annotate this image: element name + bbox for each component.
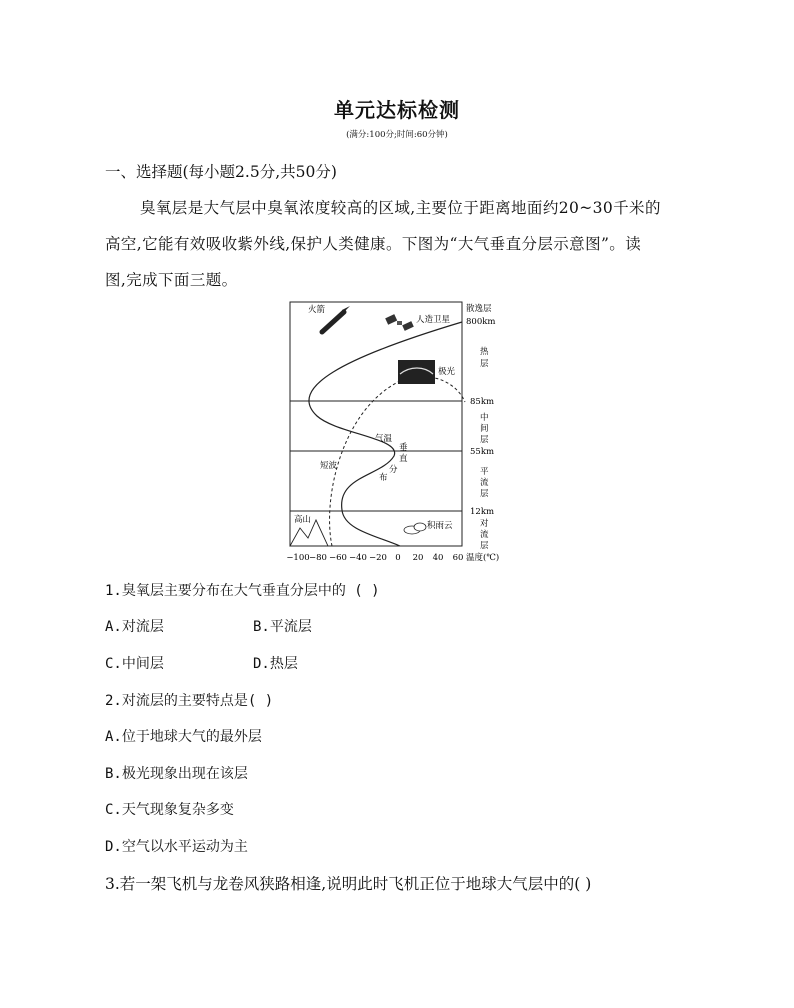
height-12km: 12km — [470, 507, 495, 517]
height-85km: 85km — [470, 397, 495, 407]
rocket-label: 火箭 — [308, 305, 326, 315]
satellite-label: 人造卫星 — [416, 315, 451, 325]
intro-line-2: 高空,它能有效吸收紫外线,保护人类健康。下图为“大气垂直分层示意图”。读 — [105, 235, 642, 253]
layer-stratosphere-3: 层 — [480, 489, 489, 499]
x-tick-label: −40 — [349, 553, 367, 563]
layer-troposphere-3: 层 — [480, 541, 489, 551]
shortwave-label: 短波 — [320, 461, 338, 471]
question-2-option-b[interactable]: B.极光现象出现在该层 — [105, 766, 248, 782]
satellite-icon — [385, 314, 414, 331]
layer-mesosphere-2: 间 — [480, 424, 489, 434]
x-tick-label: 0 — [395, 553, 401, 563]
question-1-option-b[interactable]: B.平流层 — [253, 619, 312, 635]
page-title: 单元达标检测 — [334, 98, 460, 122]
question-3-stem: 3.若一架飞机与龙卷风狭路相逢,说明此时飞机正位于地球大气层中的( ) — [105, 875, 592, 893]
question-2-option-d[interactable]: D.空气以水平运动为主 — [105, 839, 248, 855]
cumulonimbus-cloud-icon — [404, 523, 426, 534]
question-1-option-d[interactable]: D.热层 — [253, 656, 298, 672]
layer-exosphere: 散逸层 — [466, 304, 492, 314]
figure-frame — [290, 302, 462, 546]
question-1-stem: 1.臭氧层主要分布在大气垂直分层中的 ( ) — [105, 583, 380, 599]
atmosphere-layers-figure — [282, 298, 512, 566]
temp-label-5: 布 — [379, 473, 388, 483]
temp-label-4: 分 — [389, 465, 398, 475]
question-2-option-a[interactable]: A.位于地球大气的最外层 — [105, 729, 262, 745]
x-tick-label: −100 — [286, 553, 310, 563]
temp-label-1: 气温 — [375, 434, 393, 444]
question-1-option-a[interactable]: A.对流层 — [105, 619, 164, 635]
height-800km: 800km — [466, 317, 496, 327]
layer-troposphere-1: 对 — [480, 519, 489, 529]
section-heading: 一、选择题(每小题2.5分,共50分) — [105, 163, 337, 181]
aurora-label: 极光 — [438, 367, 456, 377]
question-2-option-c[interactable]: C.天气现象复杂多变 — [105, 802, 234, 818]
temp-label-2: 垂 — [399, 443, 408, 453]
rocket-icon — [322, 306, 350, 332]
page-subtitle: (满分:100分;时间:60分钟) — [346, 130, 448, 140]
x-tick-label: 20 — [412, 553, 424, 563]
x-tick-label: −60 — [329, 553, 347, 563]
x-tick-label: −80 — [309, 553, 327, 563]
layer-thermosphere-1: 热 — [480, 347, 489, 357]
x-axis-title: 温度(℃) — [466, 553, 500, 563]
layer-stratosphere-2: 流 — [480, 478, 489, 488]
height-55km: 55km — [470, 447, 495, 457]
layer-thermosphere-2: 层 — [480, 359, 489, 369]
x-axis-ticks — [286, 553, 463, 563]
x-tick-label: 60 — [452, 553, 464, 563]
intro-line-1: 臭氧层是大气层中臭氧浓度较高的区域,主要位于距离地面约20~30千米的 — [140, 199, 661, 217]
x-tick-label: 40 — [432, 553, 444, 563]
layer-stratosphere-1: 平 — [480, 467, 489, 477]
intro-line-3: 图,完成下面三题。 — [105, 271, 238, 289]
question-2-stem: 2.对流层的主要特点是( ) — [105, 693, 274, 709]
layer-troposphere-2: 流 — [480, 530, 489, 540]
temp-label-3: 直 — [399, 454, 408, 464]
cloud-label: 积雨云 — [427, 521, 453, 531]
x-tick-label: −20 — [369, 553, 387, 563]
layer-mesosphere-1: 中 — [480, 413, 489, 423]
layer-mesosphere-3: 层 — [480, 435, 489, 445]
mountain-label: 高山 — [294, 515, 312, 525]
question-1-option-c[interactable]: C.中间层 — [105, 656, 164, 672]
